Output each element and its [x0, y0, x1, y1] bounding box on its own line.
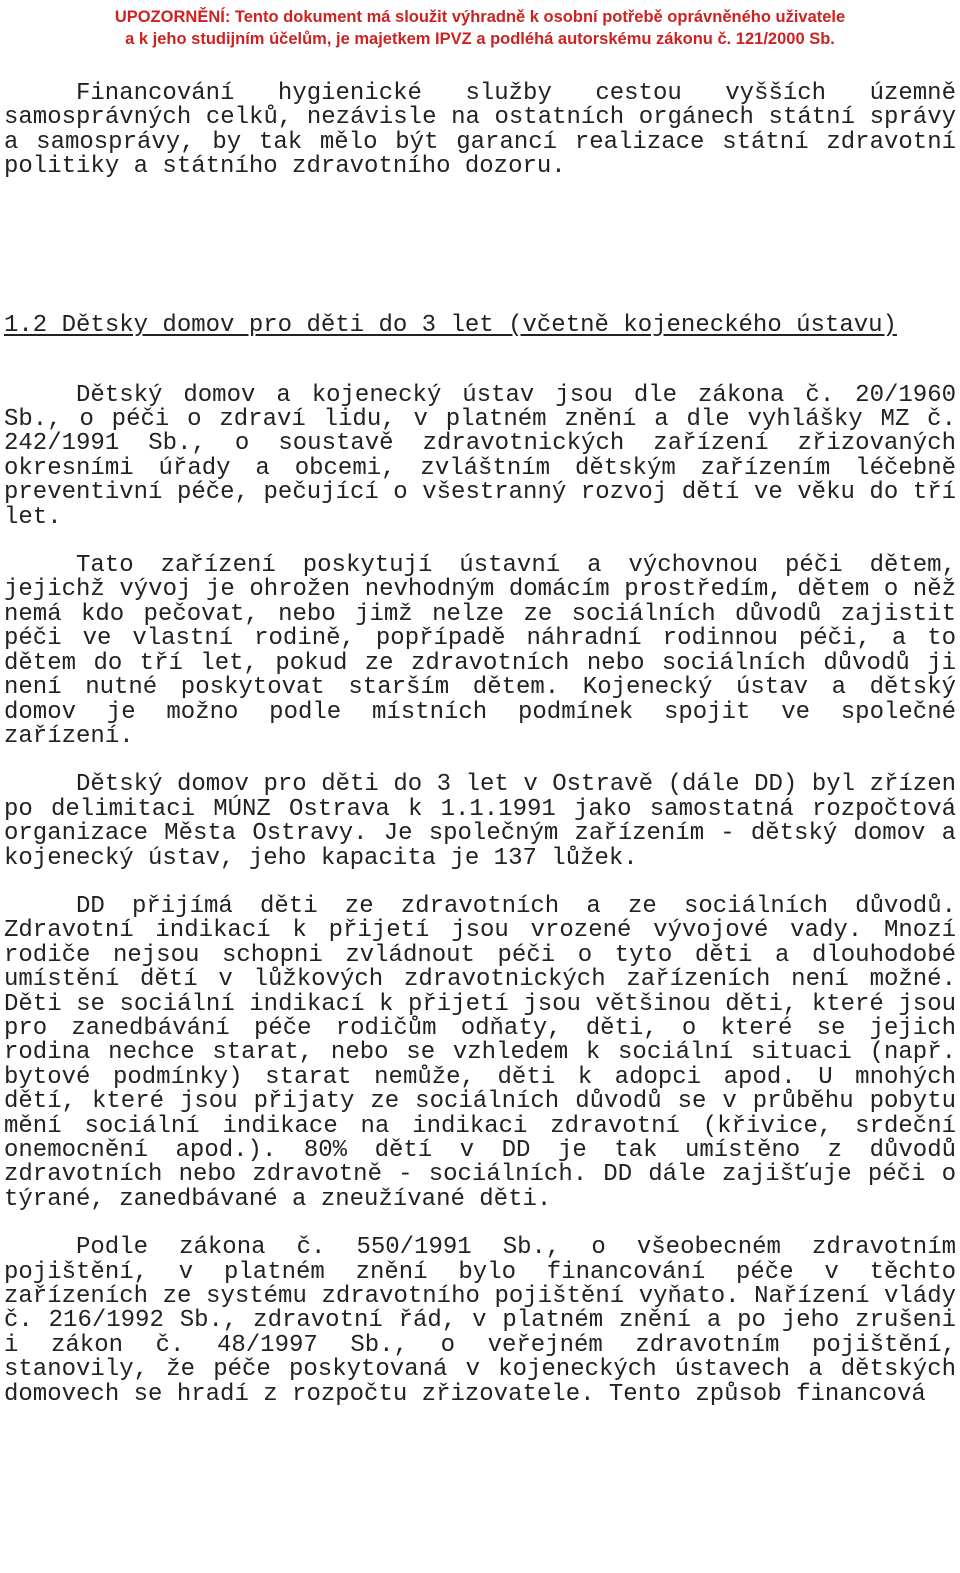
paragraph-facility-purpose: Tato zařízení poskytují ústavní a výchovnou péči dětem, jejichž vývoj je ohrožen nevhodným domácím prostředím, dětem o něž nemá kdo pečovat, nebo jimž nelze ze sociálních důvodů zajistit péči ve vlastní rodině, popřípadě náhradní rodinnou péči, a to dětem do tří let, pokud ze zdravotních nebo sociálních důvodů ji není nutné poskytovat starším dětem. Kojenecký ústav a dětský domov je možno podle místních podmínek spojit ve společné zařízení.: [4, 552, 956, 750]
copyright-notice: [0, 6, 960, 50]
paragraph-ostrava-dd: Dětský domov pro děti do 3 let v Ostravě (dále DD) byl zřízen po delimitaci MÚNZ Ostrava k 1.1.1991 jako samostatná rozpočtová organizace Města Ostravy. Je společným zařízením - dětský domov a kojenecký ústav, jeho kapacita je 137 lůžek.: [4, 771, 956, 872]
document-body: [4, 82, 956, 1407]
copyright-notice-line-2: a k jeho studijním účelům, je majetkem IPVZ a podléhá autorskému zákonu č. 121/2000 Sb.: [125, 30, 835, 48]
paragraph-financing: Podle zákona č. 550/1991 Sb., o všeobecném zdravotním pojištění, v platném znění bylo financování péče v těchto zařízeních ze systému zdravotního pojištění vyňato. Nařízení vlády č. 216/1992 Sb., zdravotní řád, v platném znění a po jeho zrušeni i zákon č. 48/1997 Sb., o veřejném zdravotním pojištění, stanovily, že péče poskytovaná v kojeneckých ústavech a dětských domovech se hradí z rozpočtu zřizovatele. Tento způsob financová: [4, 1234, 956, 1408]
section-heading: 1.2 Dětsky domov pro děti do 3 let (včetně kojeneckého ústavu): [4, 311, 897, 339]
intro-paragraph: Financování hygienické služby cestou vyšších územně samosprávných celků, nezávisle na ostatních orgánech státní správy a samosprávy, by tak mělo být garancí realizace státní zdravotní politiky a státního zdravotního dozoru.: [4, 80, 956, 181]
copyright-notice-line-1: UPOZORNĚNÍ: Tento dokument má sloužit výhradně k osobní potřebě oprávněného uživatele: [114, 8, 846, 26]
paragraph-admission: DD přijímá děti ze zdravotních a ze sociálních důvodů. Zdravotní indikací k přijetí jsou vrozené vývojové vady. Mnozí rodiče nejsou schopni zvládnout péči o tyto děti a dlouhodobé umístění dětí v lůžkových zdravotnických zařízeních není možné. Děti se sociální indikací k přijetí jsou většinou děti, které jsou pro zanedbávání péče rodičům odňaty, děti, o které se jejich rodina nechce starat, nebo se vzhledem k sociální situaci (např. bytové podmínky) starat nemůže, děti k adopci apod. U mnohých dětí, které jsou přijaty ze sociálních důvodů se v průběhu pobytu mění sociální indikace na indikaci zdravotní (křivice, srdeční onemocnění apod.). 80% dětí v DD je tak umístěno z důvodů zdravotních nebo zdravotně - sociálních. DD dále zajišťuje péči o týrané, zanedbávané a zneužívané děti.: [4, 892, 956, 1213]
paragraph-legal-basis: Dětský domov a kojenecký ústav jsou dle zákona č. 20/1960 Sb., o péči o zdraví lidu, v platném znění a dle vyhlášky MZ č. 242/1991 Sb., o soustavě zdravotnických zařízení zřizovaných okresními úřady a obcemi, zvláštním dětským zařízením léčebně preventivní péče, pečující o všestranný rozvoj dětí ve věku do tří let.: [4, 381, 956, 531]
